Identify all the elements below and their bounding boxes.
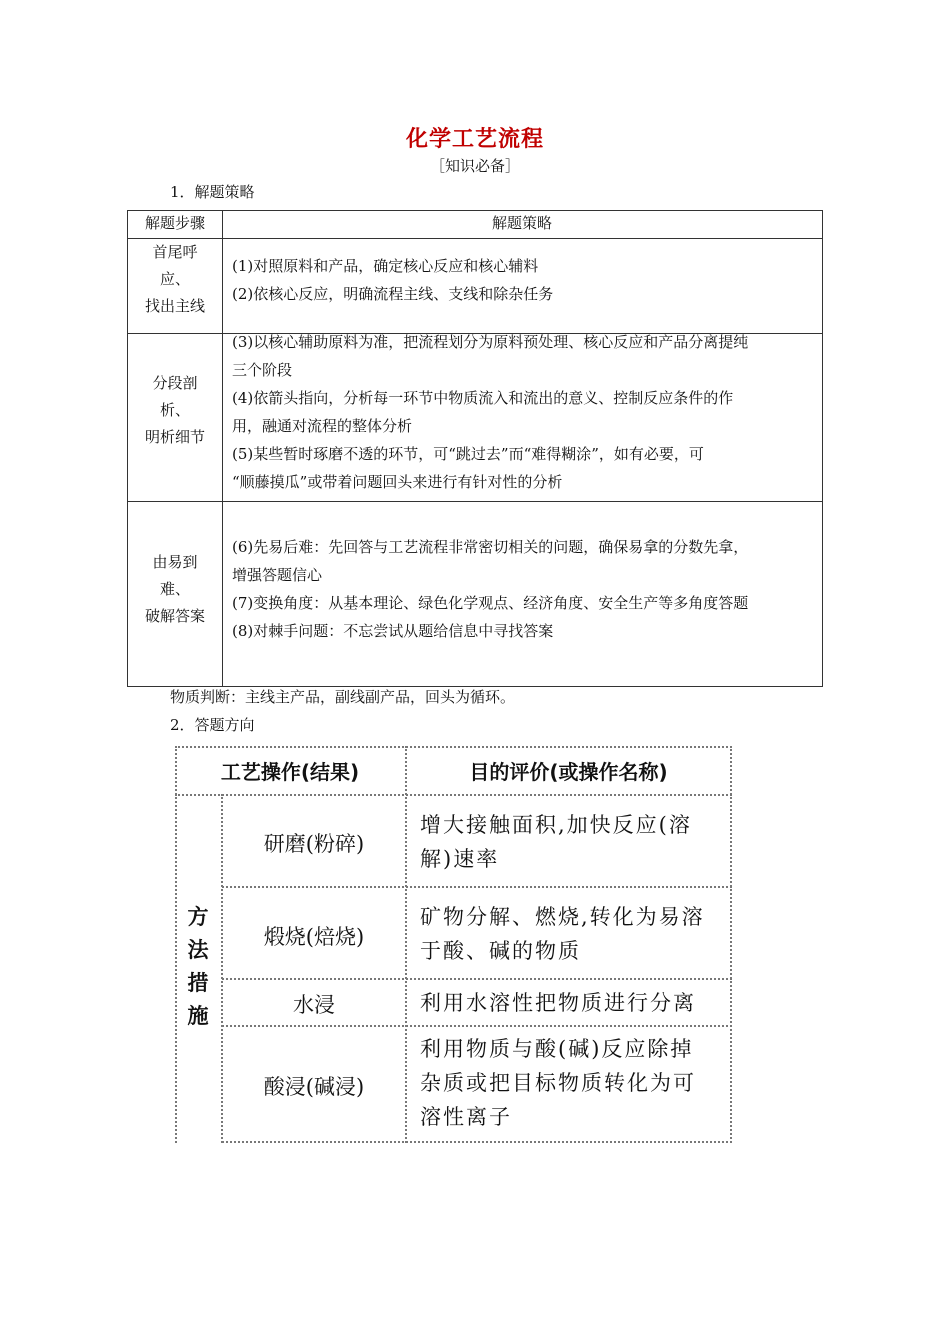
process-methods-table xyxy=(175,746,732,1144)
operation-cell: 水浸 xyxy=(293,993,335,1017)
purpose-cell: 增大接触面积,加快反应(溶 解)速率 xyxy=(420,813,692,871)
table-header-purpose: 目的评价(或操作名称) xyxy=(469,760,668,784)
strategy-cell: (6)先易后难：先回答与工艺流程非常密切相关的问题，确保易拿的分数先拿， 增强答题信心 (7)变换角度：从基本理论、绿色化学观点、经济角度、安全生产等多角度答题 (8)对棘手问题：不忘尝试从题给信息中寻找答案 xyxy=(232,538,749,640)
strategy-table xyxy=(127,210,823,687)
strategy-cell: (1)对照原料和产品，确定核心反应和核心辅料 (2)依核心反应，明确流程主线、支线和除杂任务 xyxy=(232,257,554,303)
page-subtitle: ［知识必备］ xyxy=(429,157,520,175)
side-label-methods: 方 法 措 施 xyxy=(187,905,209,1028)
table-border xyxy=(175,794,732,796)
table-border xyxy=(405,746,407,1143)
table-header-operation: 工艺操作(结果) xyxy=(220,760,360,784)
step-cell: 分段剖 析、 明析细节 xyxy=(144,374,205,446)
table-border xyxy=(222,1025,732,1027)
table-divider xyxy=(128,501,822,502)
purpose-cell: 利用物质与酸(碱)反应除掉 杂质或把目标物质转化为可 溶性离子 xyxy=(420,1037,696,1129)
note-text: 物质判断：主线主产品，副线副产品，回头为循环。 xyxy=(170,688,516,706)
step-cell: 首尾呼 应、 找出主线 xyxy=(144,243,205,315)
table-border xyxy=(730,746,732,1143)
section-heading-strategy: 1．解题策略 xyxy=(170,183,255,201)
operation-cell: 煅烧(焙烧) xyxy=(263,925,365,949)
table-border xyxy=(222,978,732,980)
table-divider xyxy=(128,238,822,239)
purpose-cell: 矿物分解、燃烧,转化为易溶 于酸、碱的物质 xyxy=(420,905,705,963)
table-divider xyxy=(222,211,223,686)
table-header-strategy: 解题策略 xyxy=(491,214,552,232)
strategy-cell: (3)以核心辅助原料为准，把流程划分为原料预处理、核心反应和产品分离提纯 三个阶段 (4)依箭头指向，分析每一环节中物质流入和流出的意义、控制反应条件的作 用，融通对流程的整体分析 (5)某些暂时琢磨不透的环节，可“跳过去”而“难得糊涂”，如有必要，可 “顺藤摸瓜”或带着问题回头来进行有针对性的分析 xyxy=(232,333,749,491)
purpose-cell: 利用水溶性把物质进行分离 xyxy=(420,991,696,1015)
operation-cell: 酸浸(碱浸) xyxy=(263,1075,365,1099)
table-border xyxy=(222,886,732,888)
table-header-step: 解题步骤 xyxy=(144,214,205,232)
step-cell: 由易到 难、 破解答案 xyxy=(144,553,205,625)
page-title: 化学工艺流程 xyxy=(405,127,544,152)
operation-cell: 研磨(粉碎) xyxy=(263,832,365,856)
section-heading-direction: 2．答题方向 xyxy=(170,716,255,734)
table-border xyxy=(222,1141,732,1143)
